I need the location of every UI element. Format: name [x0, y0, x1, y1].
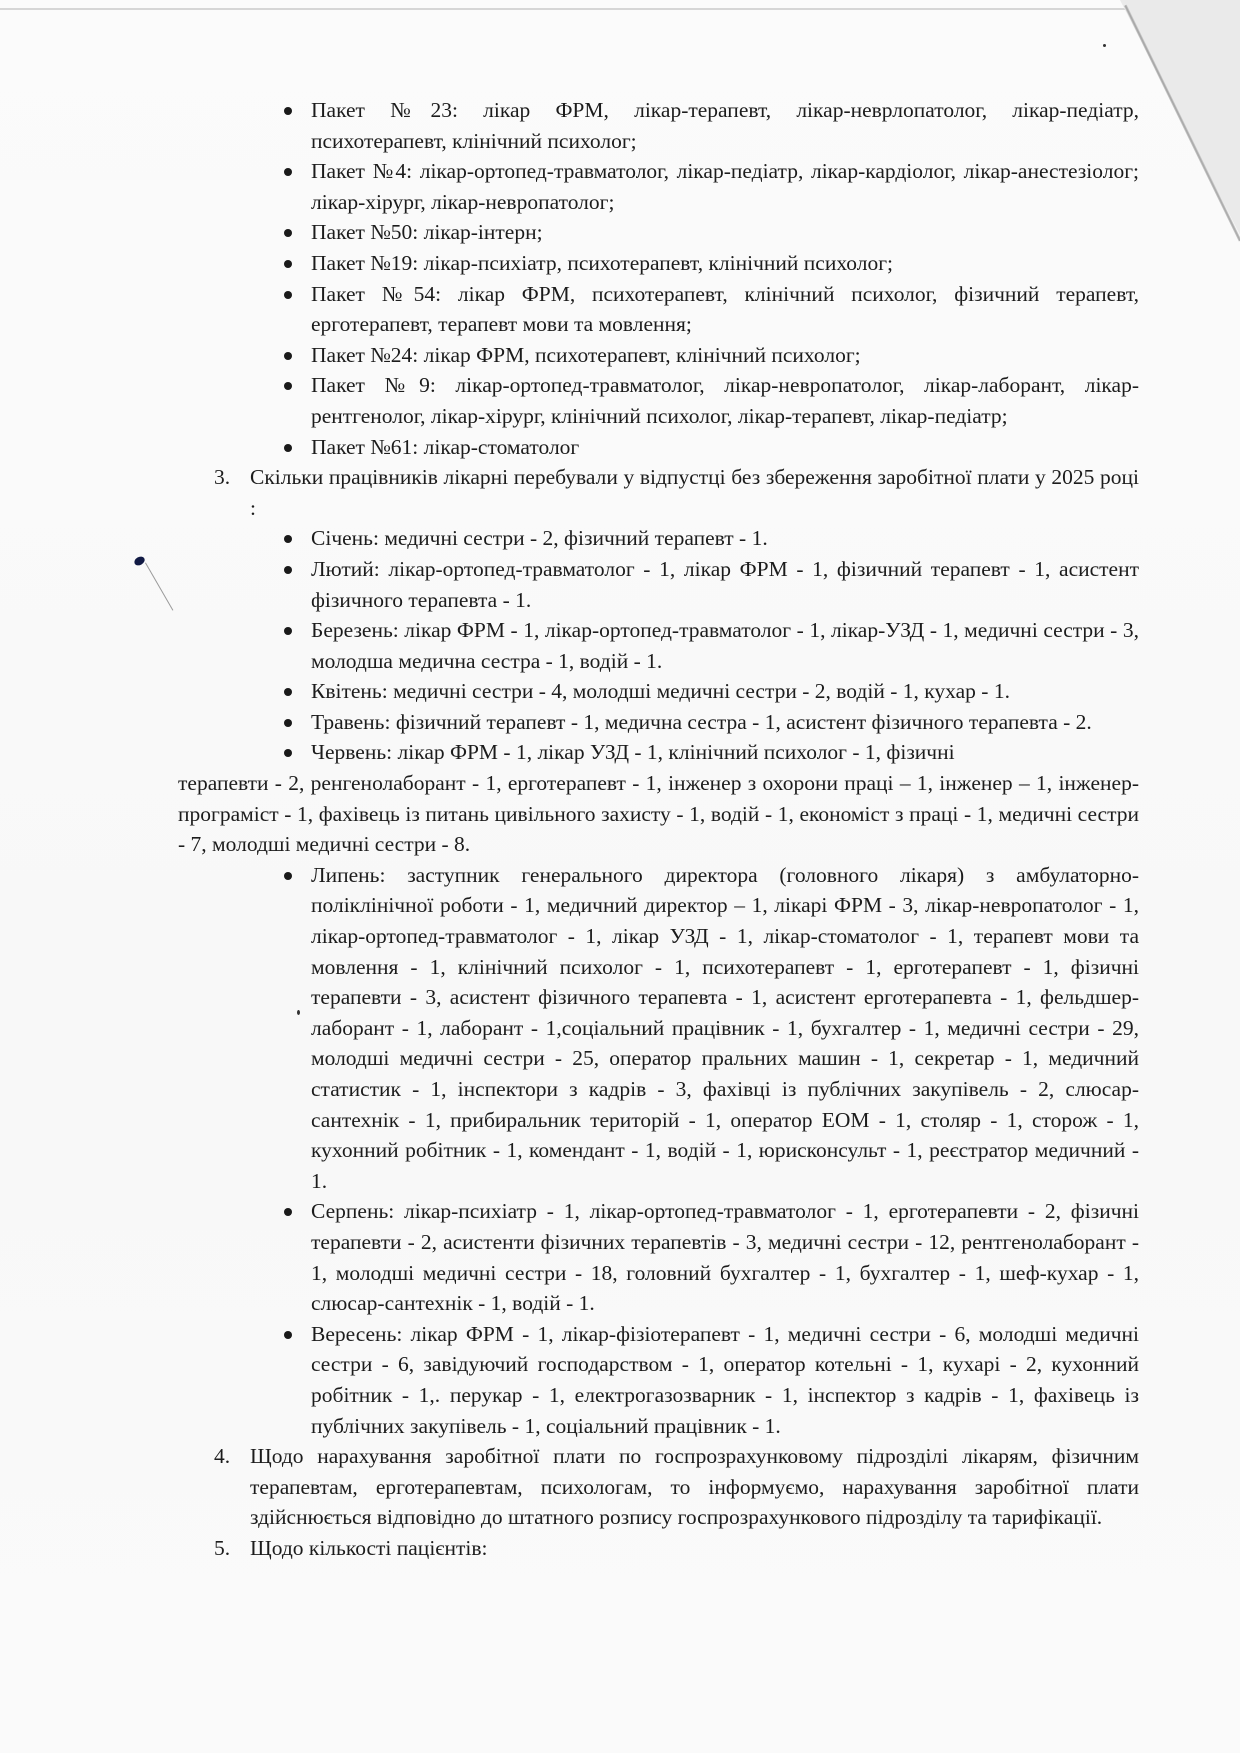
bullet-icon — [284, 168, 292, 176]
question-text: Скільки працівників лікарні перебували у відпустці без збереження заробітної плати у 2025 році : — [250, 465, 1139, 520]
package-item — [214, 370, 1139, 431]
pen-mark — [133, 555, 147, 567]
package-item — [214, 432, 1139, 463]
bullet-icon — [284, 107, 292, 115]
question-item — [214, 1533, 1139, 1564]
ink-mark — [1103, 44, 1106, 47]
package-item — [214, 340, 1139, 371]
month-text: Березень: лікар ФРМ - 1, лікар-ортопед-травматолог - 1, лікар-УЗД - 1, медичні сестри - 3, молодша медична сестра - 1, водій - 1. — [311, 618, 1139, 673]
bullet-icon — [284, 872, 292, 880]
question-text: Щодо кількості пацієнтів: — [250, 1535, 488, 1560]
package-item — [214, 217, 1139, 248]
month-text: Червень: лікар ФРМ - 1, лікар УЗД - 1, клінічний психолог - 1, фізичні — [311, 740, 955, 765]
month-text: Лютий: лікар-ортопед-травматолог - 1, лікар ФРМ - 1, фізичний терапевт - 1, асистент фізичного терапевта - 1. — [311, 556, 1139, 612]
bullet-icon — [284, 535, 292, 543]
bullet-icon — [284, 229, 292, 237]
bullet-icon — [284, 688, 292, 696]
package-text: Пакет №4: лікар-ортопед-травматолог, лікар-педіатр, лікар-кардіолог, лікар-анестезіолог; лікар-хірург, лікар-невропатолог; — [311, 159, 1139, 214]
package-item — [214, 95, 1139, 156]
bullet-icon — [284, 352, 292, 360]
month-item — [214, 554, 1139, 615]
package-item — [214, 156, 1139, 217]
month-text: Липень: заступник генерального директора (головного лікаря) з амбулаторно-поліклінічної роботи - 1, медичний директор – 1, лікарі ФРМ - 3, лікар-невропатолог - 1, лікар-ортопед-травматолог - 1, лікар УЗД - 1, лікар-стоматолог - 1, терапевт мови та мовлення - 1, клінічний психолог - 1, психотерапевт - 1, ерготерапевт - 1, фізичні терапевти - 3, асистент фізичного терапевта - 1, асистент ерготерапевта - 1, фельдшер-лаборант - 1, лаборант - 1,соціальний працівник - 1, бухгалтер - 1, медичні сестри - 29, молодші медичні сестри - 25, оператор пральних машин - 1, секретар - 1, медичний статистик - 1, інспектори з кадрів - 3, фахівці із публічних закупівель - 2, слюсар-сантехнік - 1, прибиральник територій - 1, оператор ЕОМ - 1, столяр - 1, сторож - 1, кухонний робітник - 1, комендант - 1, водій - 1, юрисконсульт - 1, реєстратор медичний - 1. — [311, 862, 1139, 1193]
month-item — [214, 615, 1139, 676]
question-number: 4. — [214, 1444, 231, 1469]
question-number: 5. — [214, 1535, 231, 1560]
pen-stroke — [145, 563, 173, 611]
package-text: Пакет №23: лікар ФРМ, лікар-терапевт, лікар-неврлопатолог, лікар-педіатр, психотерапевт, клінічний психолог; — [311, 98, 1139, 153]
package-text: Пакет №9: лікар-ортопед-травматолог, лікар-невропатолог, лікар-лаборант, лікар-рентгенолог, лікар-хірург, клінічний психолог, лікар-терапевт, лікар-педіатр; — [311, 373, 1139, 428]
question-number: 3. — [214, 465, 231, 490]
bullet-icon — [284, 260, 292, 268]
bullet-icon — [284, 566, 292, 574]
month-item — [214, 523, 1139, 554]
bullet-icon — [284, 627, 292, 635]
paper-top-edge — [0, 8, 1128, 10]
question-item — [214, 1441, 1139, 1533]
month-text: Травень: фізичний терапевт - 1, медична сестра - 1, асистент фізичного терапевта - 2. — [311, 709, 1092, 734]
bullet-icon — [284, 291, 292, 299]
package-text: Пакет №50: лікар-інтерн; — [311, 220, 543, 245]
month-text: Квітень: медичні сестри - 4, молодші медичні сестри - 2, водій - 1, кухар - 1. — [311, 679, 1010, 704]
month-item — [214, 1319, 1139, 1441]
document-body — [178, 95, 1139, 1564]
package-item — [214, 248, 1139, 279]
month-text-continuation: терапевти - 2, ренгенолаборант - 1, ерготерапевт - 1, інженер з охорони праці – 1, інженер – 1, інженер-програміст - 1, фахівець із питань цивільного захисту - 1, водій - 1, економіст з праці - 1, медичні сестри - 7, молодші медичні сестри - 8. — [178, 771, 1139, 857]
question-text: Щодо нарахування заробітної плати по госпрозрахунковому підрозділі лікарям, фізичним терапевтам, ерготерапевтам, психологам, то інформуємо, нарахування заробітної плати здійснюється відповідно до штатного розпису госпрозрахункового підрозділу та тарифікації. — [250, 1444, 1139, 1530]
month-text: Серпень: лікар-психіатр - 1, лікар-ортопед-травматолог - 1, ерготерапевти - 2, фізичні терапевти - 2, асистенти фізичних терапевтів - 3, медичні сестри - 12, рентгенолаборант - 1, молодші медичні сестри - 18, головний бухгалтер - 1, бухгалтер - 1, шеф-кухар - 1, слюсар-сантехнік - 1, водій - 1. — [311, 1199, 1139, 1316]
bullet-icon — [284, 719, 292, 727]
bullet-icon — [284, 382, 292, 390]
package-text: Пакет №61: лікар-стоматолог — [311, 434, 580, 459]
month-item — [214, 676, 1139, 707]
month-text: Січень: медичні сестри - 2, фізичний терапевт - 1. — [311, 526, 768, 551]
bullet-icon — [284, 1208, 292, 1216]
package-list — [214, 95, 1139, 462]
month-item — [178, 737, 1139, 859]
question-item — [178, 462, 1139, 1441]
package-text: Пакет №19: лікар-психіатр, психотерапевт, клінічний психолог; — [311, 250, 894, 275]
month-text: Вересень: лікар ФРМ - 1, лікар-фізіотерапевт - 1, медичні сестри - 6, молодші медичні сестри - 6, завідуючий господарством - 1, оператор котельні - 1, кухарі - 2, кухонний робітник - 1,. перукар - 1, електрогазозварник - 1, інспектор з кадрів - 1, фахівець із публічних закупівель - 1, соціальний працівник - 1. — [311, 1321, 1139, 1438]
month-item — [214, 707, 1139, 738]
month-item — [214, 1196, 1139, 1318]
package-item — [214, 279, 1139, 340]
bullet-icon — [284, 444, 292, 452]
month-list — [178, 523, 1139, 1441]
month-item — [214, 860, 1139, 1197]
question-list — [178, 462, 1139, 1563]
bullet-icon — [284, 1331, 292, 1339]
package-text: Пакет №24: лікар ФРМ, психотерапевт, клінічний психолог; — [311, 342, 861, 367]
package-text: Пакет №54: лікар ФРМ, психотерапевт, клінічний психолог, фізичний терапевт, ерготерапевт, терапевт мови та мовлення; — [311, 281, 1139, 337]
